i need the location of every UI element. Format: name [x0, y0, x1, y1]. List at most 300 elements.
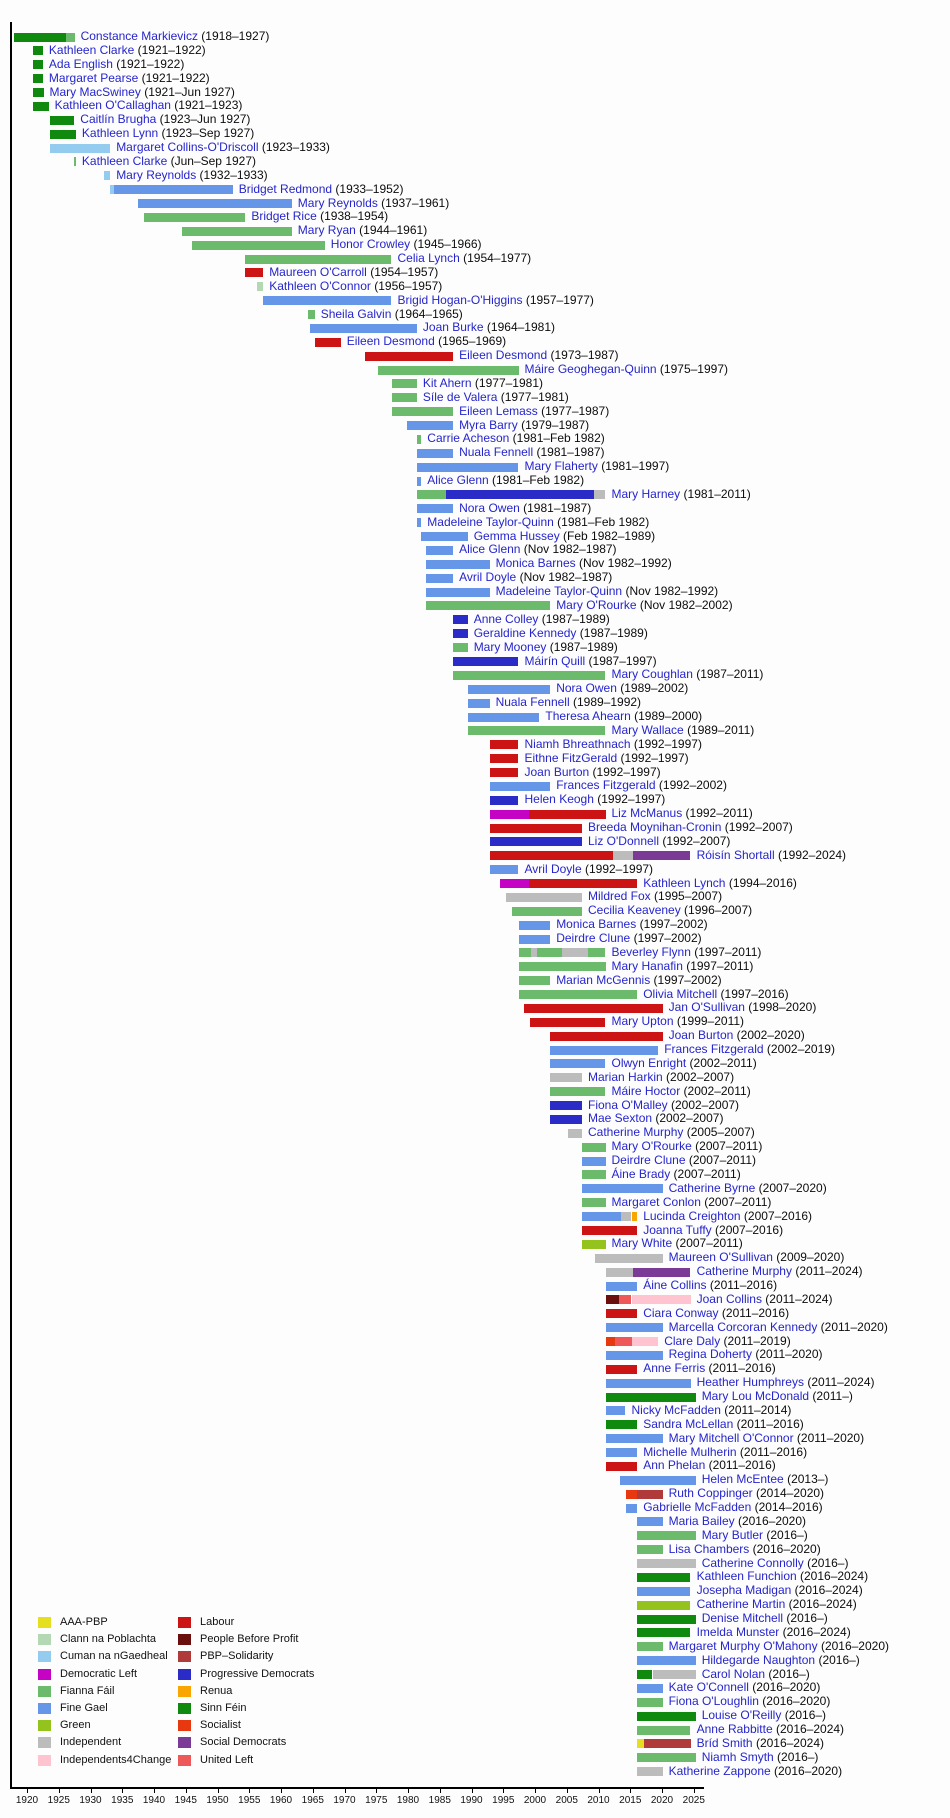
td-name-link[interactable]: Kathleen Funchion: [696, 1569, 797, 1584]
td-years: (2016–): [765, 1666, 810, 1681]
td-years: (2011–2024): [791, 1264, 863, 1279]
td-name-link[interactable]: Lucinda Creighton: [643, 1208, 741, 1223]
td-name-link[interactable]: Mildred Fox: [588, 889, 651, 904]
td-name-link[interactable]: Mary Lou McDonald: [701, 1389, 810, 1404]
term-bar-segment-fine_gael: [606, 1282, 637, 1291]
term-bar-segment-democratic_left: [500, 879, 529, 888]
td-years: (2016–2020): [758, 1694, 831, 1709]
td-name-link[interactable]: Gabrielle McFadden: [643, 1500, 752, 1515]
td-name-link[interactable]: Mary Hanafin: [611, 958, 683, 973]
td-years: (1989–1992): [569, 695, 642, 710]
legend-swatch-democratic_left: [38, 1669, 51, 1680]
td-name-link[interactable]: Margaret Collins-O'Driscoll: [116, 140, 259, 155]
td-name-link[interactable]: Sandra McLellan: [643, 1416, 734, 1431]
term-bar-segment-fianna_fail: [426, 601, 550, 610]
td-name-link[interactable]: Mary Mitchell O'Connor: [668, 1430, 794, 1445]
td-name-link[interactable]: Mary O'Rourke: [556, 597, 637, 612]
td-name-link[interactable]: Eithne FitzGerald: [524, 750, 618, 765]
td-name-link[interactable]: Fiona O'Loughlin: [668, 1694, 759, 1709]
term-bar-segment-progressive_democrats: [490, 796, 519, 805]
td-name-link[interactable]: Jan O'Sullivan: [668, 1000, 745, 1015]
td-years: (2002–2019): [763, 1042, 835, 1057]
td-name-link[interactable]: Eileen Lemass: [459, 403, 538, 418]
term-bar-segment-independent: [653, 1670, 696, 1679]
td-years: (1987–1989): [538, 611, 610, 626]
td-name-link[interactable]: Regina Doherty: [668, 1347, 752, 1362]
term-bar-segment-independent: [562, 948, 587, 957]
td-name-link[interactable]: Kathleen Clarke: [48, 42, 135, 57]
td-name-link[interactable]: Kathleen O'Connor: [269, 278, 371, 293]
td-name-link[interactable]: Theresa Ahearn: [545, 709, 631, 724]
td-name-link[interactable]: Joan Burton: [524, 764, 590, 779]
x-axis-tick: [694, 1789, 695, 1793]
td-name-link[interactable]: Máirín Quill: [524, 653, 586, 668]
td-years: (1994–2016): [725, 875, 797, 890]
td-years: (1989–2000): [630, 709, 703, 724]
legend-label: Fianna Fáil: [60, 1684, 115, 1697]
td-years: (2007–2020): [755, 1180, 827, 1195]
td-years: (2011–2020): [817, 1319, 888, 1334]
td-name-link[interactable]: Áine Collins: [643, 1278, 707, 1293]
td-years: (2016–2024): [796, 1569, 869, 1584]
td-years: (1997–2002): [630, 931, 702, 946]
td-years: (1997–2002): [636, 917, 708, 932]
td-years: (2016–2024): [752, 1735, 824, 1750]
td-name-link[interactable]: Catherine Murphy: [696, 1264, 792, 1279]
term-bar-segment-fine_gael: [550, 1046, 658, 1055]
td-name-link[interactable]: Áine Brady: [611, 1166, 671, 1181]
term-bar-segment-pbp_solidarity: [637, 1490, 662, 1499]
x-axis-tick: [630, 1789, 631, 1793]
td-name-link[interactable]: Niamh Bhreathnach: [524, 736, 631, 751]
td-name-link[interactable]: Avril Doyle: [524, 861, 582, 876]
term-bar-segment-progressive_democrats: [453, 615, 468, 624]
term-bar-segment-fine_gael: [426, 588, 490, 597]
td-name-link[interactable]: Catherine Connolly: [701, 1555, 804, 1570]
td-years: (2007–2011): [685, 1153, 757, 1168]
td-name-link[interactable]: Helen Keogh: [524, 792, 594, 807]
term-bar-segment-fine_gael: [468, 713, 540, 722]
td-name-link[interactable]: Madeleine Taylor-Quinn: [427, 514, 554, 529]
term-bar-segment-progressive_democrats: [550, 1115, 582, 1124]
td-years: (2016–): [783, 1611, 828, 1626]
td-years: (2007–2011): [670, 1166, 741, 1181]
term-bar-segment-sinn_fein: [606, 1393, 696, 1402]
td-name-link[interactable]: Maureen O'Sullivan: [668, 1250, 773, 1265]
td-name-link[interactable]: Mary O'Rourke: [611, 1139, 692, 1154]
td-name-link[interactable]: Kathleen O'Callaghan: [54, 98, 171, 113]
td-years: (Nov 1982–2002): [636, 597, 733, 612]
td-name-link[interactable]: Nora Owen: [556, 681, 617, 696]
td-name-link[interactable]: Anne Colley: [473, 611, 539, 626]
td-name-link[interactable]: Kate O'Connell: [668, 1680, 749, 1695]
term-bar-segment-fine_gael: [417, 504, 453, 513]
legend-swatch-fine_gael: [38, 1703, 51, 1714]
term-bar-segment-progressive_democrats: [453, 629, 468, 638]
td-name-link[interactable]: Mary Reynolds: [116, 167, 197, 182]
term-bar-segment-cumann_na_ngaedheal: [50, 144, 110, 153]
td-name-link[interactable]: Alice Glenn: [459, 542, 521, 557]
term-bar-segment-people_before_profit: [606, 1295, 619, 1304]
td-name-link[interactable]: Mary MacSwiney: [49, 84, 141, 99]
td-years: (1987–1989): [576, 625, 648, 640]
td-name-link[interactable]: Maureen O'Carroll: [269, 264, 367, 279]
td-years: (1938–1954): [316, 209, 389, 224]
td-years: (2011–2020): [751, 1347, 823, 1362]
td-name-link[interactable]: Sheila Galvin: [320, 306, 392, 321]
td-name-link[interactable]: Michelle Mulherin: [643, 1444, 737, 1459]
td-name-link[interactable]: Fiona O'Malley: [588, 1097, 668, 1112]
term-bar-segment-fianna_fail: [392, 407, 454, 416]
x-axis-tick-label: 2015: [619, 1795, 642, 1806]
td-name-link[interactable]: Anne Rabbitte: [696, 1722, 773, 1737]
term-bar-segment-green: [637, 1601, 690, 1610]
td-name-link[interactable]: Ciara Conway: [643, 1305, 719, 1320]
term-bar-segment-independent: [637, 1559, 695, 1568]
td-name-link[interactable]: Mary Coughlan: [611, 667, 693, 682]
legend-label: Independents4Change: [60, 1753, 172, 1766]
td-name-link[interactable]: Marian McGennis: [556, 972, 651, 987]
td-years: (2013–): [783, 1472, 829, 1487]
legend-swatch-independent: [38, 1737, 51, 1748]
x-axis-tick: [662, 1789, 663, 1793]
td-name-link[interactable]: Katherine Zappone: [668, 1763, 771, 1778]
td-name-link[interactable]: Niamh Smyth: [701, 1749, 774, 1764]
td-name-link[interactable]: Marcella Corcoran Kennedy: [668, 1319, 818, 1334]
td-years: (1997–2011): [682, 958, 754, 973]
td-name-link[interactable]: Kit Ahern: [422, 375, 472, 390]
td-name-link[interactable]: Monica Barnes: [556, 917, 637, 932]
td-name-link[interactable]: Bridget Redmond: [238, 181, 333, 196]
td-name-link[interactable]: Avril Doyle: [459, 570, 517, 585]
term-bar-segment-fianna_fail: [537, 948, 562, 957]
td-name-link[interactable]: Nuala Fennell: [459, 445, 534, 460]
term-bar-segment-labour: [490, 851, 614, 860]
term-bar-segment-fine_gael: [468, 699, 490, 708]
td-name-link[interactable]: Joan Burke: [422, 320, 484, 335]
td-years: (1981–1987): [533, 445, 605, 460]
x-axis-tick: [472, 1789, 473, 1793]
td-years: (2002–2007): [652, 1111, 724, 1126]
x-axis-tick-label: 2000: [523, 1795, 547, 1806]
td-years: (2002–2020): [733, 1028, 805, 1043]
term-bar-segment-labour: [315, 338, 341, 347]
x-axis-tick: [567, 1789, 568, 1793]
td-name-link[interactable]: Hildegarde Naughton: [701, 1652, 816, 1667]
td-years: (1992–1997): [617, 750, 689, 765]
td-name-link[interactable]: Carol Nolan: [701, 1666, 766, 1681]
td-name-link[interactable]: Geraldine Kennedy: [473, 625, 577, 640]
term-bar-segment-fianna_fail: [417, 435, 421, 444]
term-bar-segment-fianna_fail: [468, 726, 606, 735]
td-name-link[interactable]: Eileen Desmond: [459, 348, 548, 363]
td-years: (1987–2011): [692, 667, 764, 682]
term-bar-segment-fine_gael: [426, 546, 453, 555]
term-bar-segment-sinn_fein: [606, 1420, 637, 1429]
term-bar-segment-labour: [606, 1462, 637, 1471]
legend-label: Cuman na nGaedheal: [60, 1650, 168, 1663]
td-name-link[interactable]: Imelda Munster: [696, 1624, 780, 1639]
td-years: (2011–2019): [720, 1333, 791, 1348]
td-years: (2005–2007): [683, 1125, 755, 1140]
td-name-link[interactable]: Celia Lynch: [397, 251, 460, 266]
td-years: (1923–Jun 1927): [156, 112, 251, 127]
td-years: (1992–1997): [581, 861, 654, 876]
td-name-link[interactable]: Mary Reynolds: [297, 195, 378, 210]
term-bar-segment-fine_gael: [417, 449, 453, 458]
td-years: (1945–1966): [410, 237, 482, 252]
td-name-link[interactable]: Breeda Moynihan-Cronin: [588, 820, 722, 835]
legend-swatch-social_democrats: [178, 1737, 191, 1748]
td-years: (1981–Feb 1982): [488, 473, 585, 488]
td-years: (1965–1969): [434, 334, 507, 349]
td-years: (1977–1987): [537, 403, 610, 418]
term-bar-segment-fianna_fail: [74, 157, 76, 166]
x-axis-tick-label: 1940: [142, 1795, 166, 1806]
legend-swatch-clann_na_poblachta: [38, 1634, 51, 1645]
td-name-link[interactable]: Heather Humphreys: [696, 1375, 804, 1390]
td-name-link[interactable]: Constance Markievicz: [80, 29, 198, 43]
td-name-link[interactable]: Denise Mitchell: [701, 1611, 784, 1626]
term-bar-segment-social_democrats: [633, 1268, 690, 1277]
td-name-link[interactable]: Mary Wallace: [611, 722, 684, 737]
legend-label: Socialist: [200, 1719, 241, 1732]
td-name-link[interactable]: Nora Owen: [459, 500, 520, 515]
td-name-link[interactable]: Honor Crowley: [330, 237, 411, 252]
term-bar-segment-united_left: [615, 1337, 632, 1346]
td-years: (2002–2011): [680, 1083, 751, 1098]
td-years: (2016–2024): [779, 1624, 851, 1639]
term-bar-segment-fianna_fail: [453, 671, 605, 680]
td-name-link[interactable]: Maria Bailey: [668, 1513, 735, 1528]
td-name-link[interactable]: Mary Harney: [611, 486, 681, 501]
td-years: (1987–1989): [546, 639, 618, 654]
x-axis-tick-label: 1975: [365, 1795, 388, 1806]
td-name-link[interactable]: Frances Fitzgerald: [664, 1042, 764, 1057]
td-years: (2002–2007): [662, 1069, 735, 1084]
td-name-link[interactable]: Catherine Murphy: [588, 1125, 684, 1140]
x-axis-tick: [249, 1789, 250, 1793]
td-name-link[interactable]: Catherine Martin: [696, 1597, 786, 1612]
td-name-link[interactable]: Lisa Chambers: [668, 1541, 750, 1556]
td-name-link[interactable]: Róisín Shortall: [696, 847, 775, 862]
td-years: (Feb 1982–1989): [559, 528, 656, 543]
term-bar-segment-sinn_fein: [637, 1712, 695, 1721]
td-name-link[interactable]: Myra Barry: [459, 417, 518, 432]
term-bar-segment-sinn_fein: [637, 1628, 690, 1637]
td-name-link[interactable]: Eileen Desmond: [346, 334, 435, 349]
td-name-link[interactable]: Nuala Fennell: [495, 695, 570, 710]
td-name-link[interactable]: Liz O'Donnell: [588, 833, 659, 848]
term-bar-segment-sinn_fein: [33, 88, 43, 97]
td-years: (1992–1997): [593, 792, 666, 807]
td-name-link[interactable]: Madeleine Taylor-Quinn: [495, 584, 623, 599]
term-bar-segment-fianna_fail: [550, 1087, 605, 1096]
x-axis-tick: [59, 1789, 60, 1793]
td-years: (2016–): [763, 1527, 808, 1542]
legend-label: AAA-PBP: [60, 1616, 108, 1628]
td-name-link[interactable]: Kathleen Lynch: [643, 875, 726, 890]
term-bar-segment-united_left: [619, 1295, 632, 1304]
td-name-link[interactable]: Ruth Coppinger: [668, 1486, 753, 1501]
legend-swatch-pbp_solidarity: [178, 1651, 191, 1662]
x-axis-tick-label: 2005: [555, 1795, 578, 1806]
td-name-link[interactable]: Carrie Acheson: [427, 431, 510, 446]
term-bar-segment-fianna_fail: [308, 310, 315, 319]
td-years: (2011–2016): [705, 1361, 776, 1376]
td-name-link[interactable]: Kathleen Lynn: [81, 126, 159, 141]
term-bar-segment-fianna_fail: [392, 379, 417, 388]
td-name-link[interactable]: Brigid Hogan-O'Higgins: [397, 292, 523, 307]
term-bar-segment-independent: [506, 893, 582, 902]
term-bar-segment-fianna_fail: [637, 1698, 662, 1707]
legend-label: Fine Gael: [60, 1702, 108, 1714]
td-years: (1981–1997): [597, 459, 670, 474]
td-name-link[interactable]: Margaret Pearse: [48, 70, 139, 85]
legend-swatch-fianna_fail: [38, 1686, 51, 1697]
td-name-link[interactable]: Helen McEntee: [701, 1472, 784, 1487]
td-name-link[interactable]: Gemma Hussey: [473, 528, 560, 543]
td-name-link[interactable]: Frances Fitzgerald: [556, 778, 656, 793]
td-years: (2016–): [803, 1555, 849, 1570]
td-name-link[interactable]: Joanna Tuffy: [643, 1222, 712, 1237]
term-bar-segment-social_democrats: [633, 851, 690, 860]
term-bar-segment-independent: [594, 490, 605, 499]
td-years: (1973–1987): [547, 348, 619, 363]
td-name-link[interactable]: Mae Sexton: [588, 1111, 653, 1126]
td-years: (1981–Feb 1982): [509, 431, 605, 446]
legend-swatch-united_left: [178, 1755, 191, 1766]
term-bar-segment-fine_gael: [468, 685, 551, 694]
x-axis-tick-label: 2010: [587, 1795, 610, 1806]
td-name-link[interactable]: Síle de Valera: [422, 389, 498, 404]
legend-label: Independent: [60, 1736, 122, 1749]
term-bar-segment-fine_gael: [426, 560, 490, 569]
term-bar-segment-fianna_fail: [519, 990, 638, 999]
td-name-link[interactable]: Margaret Murphy O'Mahony: [668, 1638, 818, 1653]
term-bar-segment-labour: [524, 1004, 663, 1013]
td-name-link[interactable]: Anne Ferris: [643, 1361, 706, 1376]
legend-swatch-renua: [178, 1686, 191, 1697]
td-years: (2011–2024): [803, 1375, 875, 1390]
td-name-link[interactable]: Mary Butler: [701, 1527, 764, 1542]
td-years: (2016–): [773, 1749, 819, 1764]
term-bar-segment-fianna_fail: [582, 1143, 606, 1152]
x-axis-tick: [440, 1789, 441, 1793]
td-name-link[interactable]: Marian Harkin: [588, 1069, 663, 1084]
td-name-link[interactable]: Máire Geoghegan-Quinn: [524, 362, 657, 377]
td-years: (1992–2007): [721, 820, 793, 835]
term-bar-segment-green: [582, 1240, 606, 1249]
td-years: (2014–2016): [751, 1500, 823, 1515]
td-years: (1921–1923): [170, 98, 243, 113]
td-years: (1997–2016): [717, 986, 789, 1001]
td-years: (1989–2011): [683, 722, 755, 737]
td-name-link[interactable]: Máire Hoctor: [611, 1083, 681, 1098]
x-axis-tick-label: 1920: [15, 1795, 39, 1806]
term-bar-segment-progressive_democrats: [550, 1101, 582, 1110]
td-name-link[interactable]: Louise O'Reilly: [701, 1708, 782, 1723]
td-years: (Nov 1982–1992): [575, 556, 672, 571]
td-name-link[interactable]: Kathleen Clarke: [81, 153, 168, 168]
x-axis-tick: [313, 1789, 314, 1793]
td-years: (1975–1997): [656, 362, 728, 377]
td-name-link[interactable]: Mary Mooney: [473, 639, 547, 654]
term-bar-segment-labour: [606, 1365, 637, 1374]
td-name-link[interactable]: Mary Ryan: [297, 223, 356, 238]
td-name-link[interactable]: Joan Burton: [668, 1028, 734, 1043]
td-name-link[interactable]: Bridget Rice: [251, 209, 317, 224]
term-bar-segment-fianna_fail: [582, 1198, 606, 1207]
term-bar-segment-sinn_fein: [50, 130, 76, 139]
term-bar-segment-cumann_na_ngaedheal: [104, 171, 110, 180]
td-name-link[interactable]: Caitlín Brugha: [80, 112, 157, 127]
x-axis-tick-label: 2020: [650, 1795, 674, 1806]
td-name-link[interactable]: Deirdre Clune: [611, 1153, 686, 1168]
td-name-link[interactable]: Cecilia Keaveney: [588, 903, 681, 918]
term-bar-segment-clann_na_poblachta: [257, 282, 263, 291]
td-years: (1954–1977): [459, 251, 532, 266]
term-bar-segment-labour: [582, 1226, 637, 1235]
td-name-link[interactable]: Olwyn Enright: [611, 1055, 687, 1070]
term-bar-segment-fianna_fail: [519, 976, 551, 985]
term-bar-segment-fianna_fail: [637, 1726, 690, 1735]
td-name-link[interactable]: Margaret Conlon: [611, 1194, 701, 1209]
td-years: (2014–2020): [752, 1486, 825, 1501]
td-years: (1918–1927): [197, 29, 270, 43]
td-name-link[interactable]: Alice Glenn: [427, 473, 489, 488]
term-bar-segment-fine_gael: [490, 865, 519, 874]
td-name-link[interactable]: Monica Barnes: [495, 556, 576, 571]
td-name-link[interactable]: Ann Phelan: [643, 1458, 706, 1473]
td-years: (2016–2024): [785, 1597, 857, 1612]
td-name-link[interactable]: Bríd Smith: [696, 1735, 753, 1750]
td-name-link[interactable]: Mary Upton: [611, 1014, 674, 1029]
term-bar-segment-labour: [490, 754, 519, 763]
td-name-link[interactable]: Olivia Mitchell: [643, 986, 718, 1001]
td-name-link[interactable]: Ada English: [48, 56, 113, 71]
td-name-link[interactable]: Liz McManus: [611, 806, 683, 821]
x-axis-tick-label: 1965: [301, 1795, 324, 1806]
td-name-link[interactable]: Joan Collins: [696, 1291, 762, 1306]
td-years: (1999–2011): [673, 1014, 745, 1029]
td-name-link[interactable]: Catherine Byrne: [668, 1180, 756, 1195]
term-bar-segment-labour: [365, 352, 453, 361]
td-name-link[interactable]: Beverley Flynn: [611, 944, 691, 959]
td-name-link[interactable]: Josepha Madigan: [696, 1583, 792, 1598]
x-axis-tick: [503, 1789, 504, 1793]
td-years: (2011–): [809, 1389, 853, 1404]
term-bar-segment-progressive_democrats: [446, 490, 594, 499]
td-years: (2007–2016): [740, 1208, 812, 1223]
term-bar-segment-fianna_fail: [519, 948, 531, 957]
td-years: (2007–2011): [672, 1236, 743, 1251]
td-name-link[interactable]: Mary Flaherty: [524, 459, 598, 474]
td-years: (2016–2020): [749, 1541, 821, 1556]
term-bar-segment-sinn_fein: [33, 46, 43, 55]
term-bar-segment-fianna_fail: [66, 33, 74, 42]
x-axis-tick-label: 1950: [206, 1795, 229, 1806]
td-name-link[interactable]: Nicky McFadden: [631, 1402, 721, 1417]
td-years: (1981–1987): [519, 500, 592, 515]
td-name-link[interactable]: Mary White: [611, 1236, 673, 1251]
x-axis-tick-label: 1930: [79, 1795, 102, 1806]
td-name-link[interactable]: Deirdre Clune: [556, 931, 631, 946]
td-name-link[interactable]: Clare Daly: [664, 1333, 721, 1348]
td-years: (2016–2024): [772, 1722, 845, 1737]
x-axis-tick-label: 1990: [460, 1795, 483, 1806]
term-bar-segment-fine_gael: [417, 477, 421, 486]
